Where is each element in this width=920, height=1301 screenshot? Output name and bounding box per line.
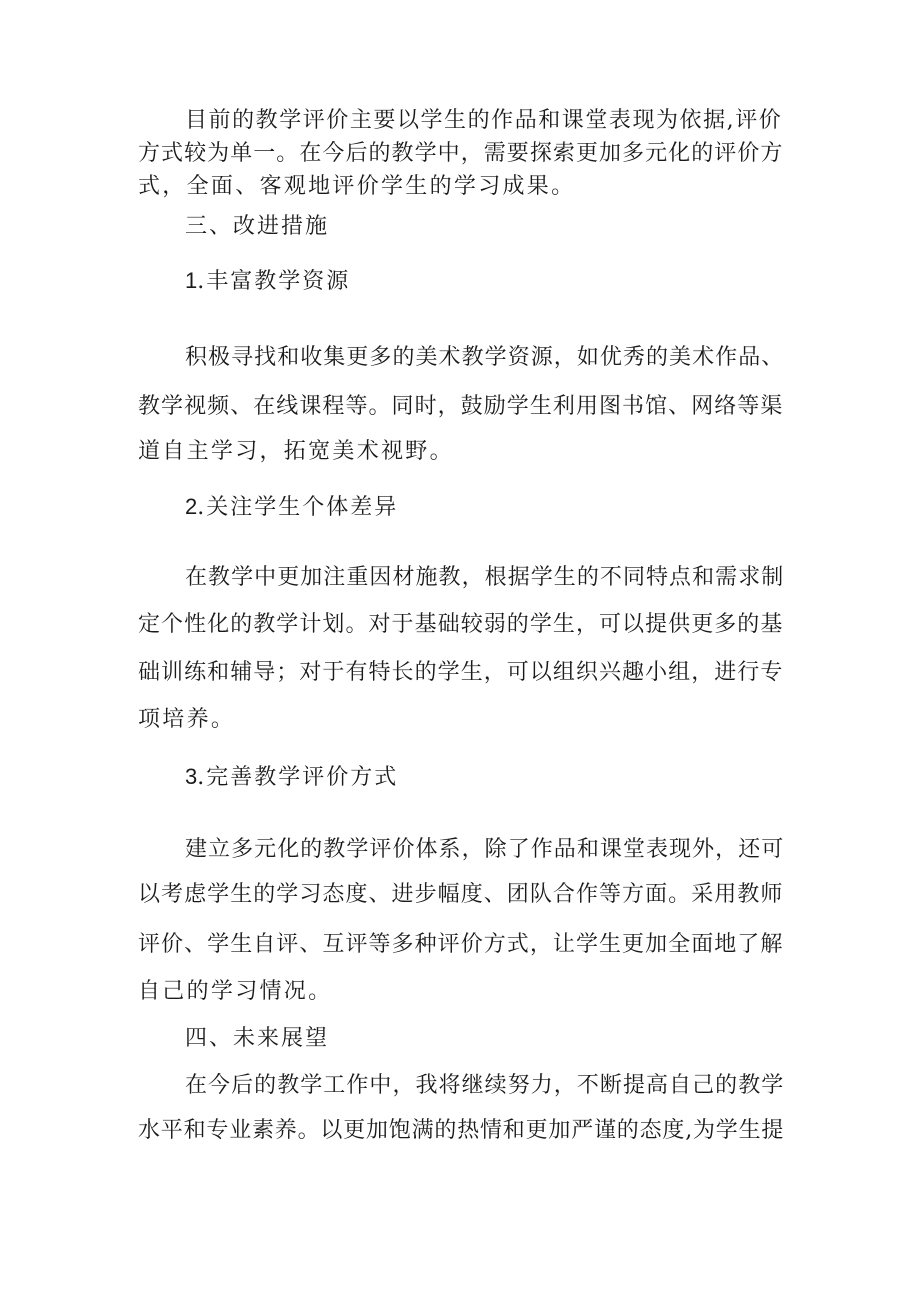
paragraph-4-line-4: 自己的学习情况。	[138, 979, 333, 1004]
subheading-2	[185, 492, 835, 523]
paragraph-2-line-1: 积极寻找和收集更多的美术教学资源，如优秀的美术作品、	[185, 345, 785, 370]
paragraph-3-line-1: 在教学中更加注重因材施教，根据学生的不同特点和需求制	[185, 565, 785, 590]
paragraph-4-line-1: 建立多元化的教学评价体系，除了作品和课堂表现外，还可	[185, 837, 785, 862]
paragraph-4-line-2: 以考虑学生的学习态度、进步幅度、团队合作等方面。采用教师	[138, 882, 784, 907]
paragraph-2-line-3: 道自主学习，拓宽美术视野。	[138, 439, 454, 464]
paragraph-1-line-2: 方式较为单一。在今后的教学中，需要探索更加多元化的评价方	[138, 141, 784, 166]
paragraph-5-line-2: 水平和专业素养。以更加饱满的热情和更加严谨的态度,为学生提	[138, 1118, 785, 1143]
subheading-3-number: 3	[185, 764, 198, 789]
subheading-3	[185, 762, 835, 793]
paragraph-5-line-1: 在今后的教学工作中，我将继续努力，不断提高自己的教学	[185, 1073, 785, 1098]
subheading-2-title: .关注学生个体差异	[197, 495, 399, 520]
paragraph-3-line-2: 定个性化的教学计划。对于基础较弱的学生，可以提供更多的基	[138, 612, 784, 637]
subheading-1-title: .丰富教学资源	[197, 269, 351, 294]
paragraph-1-line-1: 目前的教学评价主要以学生的作品和课堂表现为依据,评价	[185, 108, 783, 133]
paragraph-1-line-3: 式，全面、客观地评价学生的学习成果。	[138, 174, 576, 199]
subheading-2-number: 2	[185, 494, 198, 519]
paragraph-3-line-3: 础训练和辅导；对于有特长的学生，可以组织兴趣小组，进行专	[138, 660, 784, 685]
section-heading-improvements: 三、改进措施	[185, 214, 330, 239]
paragraph-2-line-2: 教学视频、在线课程等。同时，鼓励学生利用图书馆、网络等渠	[138, 394, 784, 419]
subheading-1-number: 1	[185, 268, 198, 293]
paragraph-3-line-4: 项培养。	[138, 707, 236, 732]
subheading-3-title: .完善教学评价方式	[197, 765, 399, 790]
subheading-1	[185, 266, 835, 297]
section-heading-outlook: 四、未来展望	[185, 1026, 330, 1051]
paragraph-4-line-3: 评价、学生自评、互评等多种评价方式，让学生更加全面地了解	[138, 932, 784, 957]
